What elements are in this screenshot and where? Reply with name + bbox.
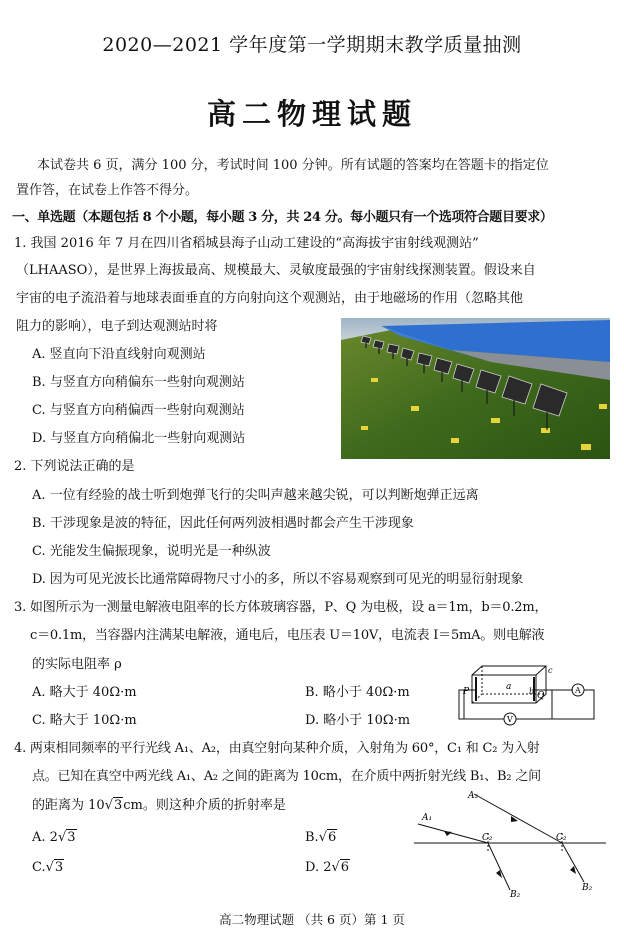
q4-option-b bbox=[305, 829, 337, 847]
sqrt-sign: √ bbox=[45, 860, 54, 875]
q4-line-3-pre: 的距离为 10 bbox=[32, 798, 105, 813]
fig-label-b: b bbox=[529, 687, 535, 696]
q4-option-d bbox=[305, 859, 350, 877]
q4-line-1: 4. 两束相同频率的平行光线 A₁、A₂，由真空射向某种介质，入射角为 60°，C₁ 和 C₂ 为入射 bbox=[14, 741, 540, 756]
q2-option-c: C. 光能发生偏振现象，说明光是一种纵波 bbox=[32, 544, 271, 559]
voltmeter-label: V bbox=[507, 715, 513, 724]
q3-option-d: D. 略小于 10Ω·m bbox=[305, 713, 411, 728]
q2-option-b: B. 干涉现象是波的特征，因此任何两列波相遇时都会产生干涉现象 bbox=[32, 516, 414, 531]
q3-option-b: B. 略小于 40Ω·m bbox=[305, 685, 410, 700]
q3-line-3: 的实际电阻率 ρ bbox=[32, 657, 122, 672]
q1-line-4: 阻力的影响），电子到达观测站时将 bbox=[16, 319, 218, 334]
q4-option-d-radicand: 6 bbox=[340, 860, 350, 875]
q1-option-b: B. 与竖直方向稍偏东一些射向观测站 bbox=[32, 375, 245, 390]
q3-option-a: A. 略大于 40Ω·m bbox=[32, 685, 137, 700]
fig-label-a2: A₂ bbox=[468, 791, 479, 801]
q4-option-a-pre: A. 2 bbox=[32, 830, 58, 845]
fig-label-c: c bbox=[548, 666, 553, 675]
q4-option-b-radicand: 6 bbox=[327, 830, 337, 845]
q2-stem: 2. 下列说法正确的是 bbox=[14, 459, 135, 474]
q1-option-a: A. 竖直向下沿直线射向观测站 bbox=[32, 347, 206, 362]
sqrt-sign: √ bbox=[104, 798, 113, 813]
q2-option-d: D. 因为可见光波长比通常障碍物尺寸小的多，所以不容易观察到可见光的明显衍射现象 bbox=[32, 572, 524, 587]
q2-option-a: A. 一位有经验的战士听到炮弹飞行的尖叫声越来越尖锐，可以判断炮弹正远离 bbox=[32, 488, 479, 503]
fig-label-c1: C₂ bbox=[482, 833, 493, 843]
fig-label-q: Q bbox=[537, 691, 545, 701]
q4-option-c-pre: C. bbox=[32, 860, 46, 875]
q4-option-b-pre: B. bbox=[305, 830, 319, 845]
q3-option-c: C. 略大于 10Ω·m bbox=[32, 713, 137, 728]
fig-label-b1: B₂ bbox=[510, 890, 521, 898]
q4-refraction-diagram bbox=[414, 786, 610, 898]
q4-option-c bbox=[32, 859, 64, 877]
q4-line-3 bbox=[32, 797, 286, 815]
sqrt-sign: √ bbox=[57, 830, 67, 845]
q1-option-d: D. 与竖直方向稍偏北一些射向观测站 bbox=[32, 431, 246, 446]
q4-option-a bbox=[32, 829, 77, 847]
fig-label-c2: C₂ bbox=[556, 833, 567, 843]
q4-line-2: 点。已知在真空中两光线 A₁、A₂ 之间的距离为 10cm，在介质中两折射光线 B₁、B₂ 之间 bbox=[32, 769, 541, 784]
intro-line-2: 置作答，在试卷上作答不得分。 bbox=[16, 183, 199, 198]
page-footer: 高二物理试题 （共 6 页）第 1 页 bbox=[219, 912, 405, 927]
exam-subtitle: 2020—2021 学年度第一学期期末教学质量抽测 bbox=[102, 34, 522, 56]
fig-label-a: a bbox=[506, 682, 512, 692]
sqrt-sign: √ bbox=[331, 860, 340, 875]
q4-option-c-radicand: 3 bbox=[54, 860, 64, 875]
exam-title: 高二物理试题 bbox=[206, 97, 417, 131]
observatory-photo bbox=[341, 318, 610, 459]
intro-line-1: 本试卷共 6 页，满分 100 分，考试时间 100 分钟。所有试题的答案均在答题卡的指定位 bbox=[37, 158, 549, 173]
fig-label-p: P bbox=[463, 687, 470, 697]
ammeter-label: A bbox=[575, 686, 581, 695]
q4-option-a-radicand: 3 bbox=[67, 830, 76, 845]
q4-option-d-pre: D. 2 bbox=[305, 860, 332, 875]
section-heading: 一、单选题（本题包括 8 个小题，每小题 3 分，共 24 分。每小题只有一个选项符合题目要求） bbox=[12, 210, 553, 225]
fig-label-a1: A₁ bbox=[422, 813, 433, 823]
q1-line-3: 宇宙的电子流沿着与地球表面垂直的方向射向这个观测站，由于地磁场的作用（忽略其他 bbox=[16, 291, 524, 306]
q1-option-c: C. 与竖直方向稍偏西一些射向观测站 bbox=[32, 403, 245, 418]
q3-line-2: c＝0.1m，当容器内注满某电解液，通电后，电压表 U＝10V，电流表 I＝5mA。则电解液 bbox=[30, 628, 545, 643]
sqrt-sign: √ bbox=[318, 830, 327, 845]
q4-line-3-radicand: 3 bbox=[113, 798, 123, 813]
q1-line-2: （LHAASO），是世界上海拔最高、规模最大、灵敏度最强的宇宙射线探测装置。假设来自 bbox=[16, 263, 536, 278]
q3-line-1: 3. 如图所示为一测量电解液电阻率的长方体玻璃容器，P、Q 为电极，设 a＝1m，b＝0.2m， bbox=[14, 600, 548, 615]
q4-line-3-post: cm。则这种介质的折射率是 bbox=[123, 798, 286, 813]
q3-circuit-diagram bbox=[456, 663, 612, 727]
q1-line-1: 1. 我国 2016 年 7 月在四川省稻城县海子山动工建设的“高海拔宇宙射线观测站” bbox=[14, 236, 479, 251]
fig-label-b2: B₂ bbox=[582, 883, 593, 893]
